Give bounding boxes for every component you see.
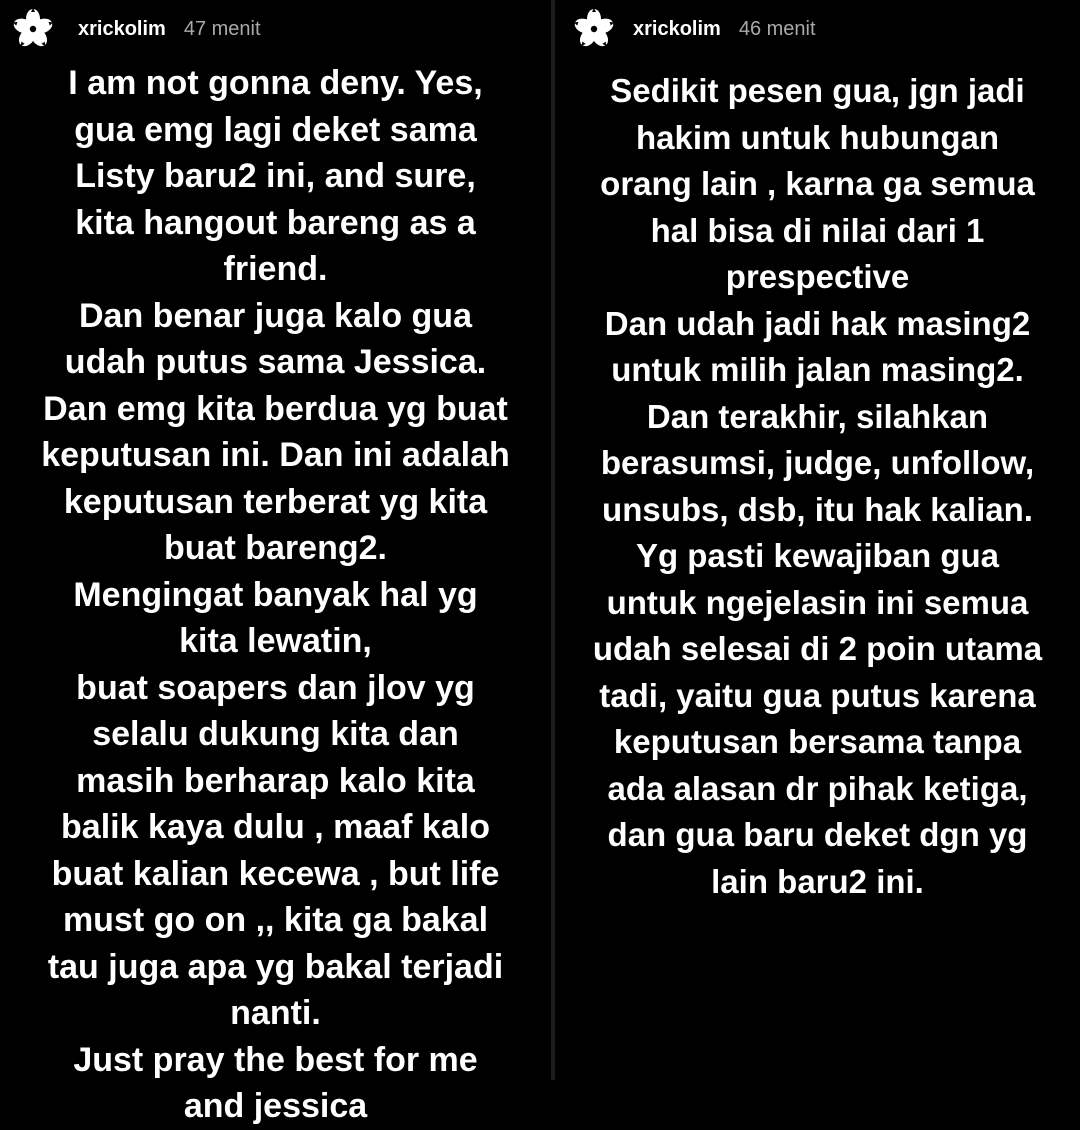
story-text-line: Listy baru2 ini, and sure,	[75, 157, 476, 195]
avatar[interactable]	[10, 6, 56, 52]
story-text-line: balik kaya dulu , maaf kalo	[61, 808, 490, 846]
story-text-line: tadi, yaitu gua putus karena	[599, 676, 1036, 714]
story-text-line: gua emg lagi deket sama	[74, 110, 477, 149]
story-text-line: udah selesai di 2 poin utama	[592, 630, 1043, 667]
story-text-line: keputusan bersama tanpa	[613, 723, 1022, 760]
story-text-line: hakim untuk hubungan	[636, 118, 999, 156]
story-text	[555, 68, 1080, 905]
story-text-line: buat bareng2.	[164, 529, 387, 567]
username[interactable]: xrickolim	[633, 17, 721, 40]
story-text	[0, 60, 551, 1130]
story-text-line: dan gua baru deket dgn yg	[607, 816, 1028, 853]
username[interactable]: xrickolim	[78, 17, 166, 40]
story-text-line: Dan udah jadi hak masing2	[604, 304, 1031, 342]
story-text-line: buat soapers dan jlov yg	[76, 668, 475, 707]
story-panel-right	[555, 0, 1080, 1080]
story-text-line: orang lain , karna ga semua	[600, 165, 1035, 202]
story-text-line: kita lewatin,	[179, 622, 372, 660]
story-text-line: I am not gonna deny. Yes,	[68, 64, 483, 102]
story-text-line: nanti.	[230, 994, 321, 1032]
timestamp: 47 menit	[183, 17, 261, 40]
story-text-line: and jessica	[183, 1087, 368, 1125]
story-header	[571, 6, 816, 52]
story-text-line: masih berharap kalo kita	[76, 761, 475, 800]
story-text-line: kita hangout bareng as a	[75, 203, 476, 242]
story-text-line: prespective	[725, 258, 910, 295]
timestamp: 46 menit	[738, 17, 816, 40]
story-text-line: Just pray the best for me	[73, 1040, 478, 1079]
story-text-line: Dan benar juga kalo gua	[79, 296, 472, 335]
story-text-line: berasumsi, judge, unfollow,	[600, 444, 1035, 481]
story-text-line: untuk milih jalan masing2.	[611, 351, 1024, 388]
story-text-line: Dan emg kita berdua yg buat	[43, 389, 508, 428]
story-text-line: udah putus sama Jessica.	[64, 343, 487, 381]
story-text-line: tau juga apa yg bakal terjadi	[47, 947, 504, 986]
story-text-line: Yg pasti kewajiban gua	[635, 537, 1000, 574]
story-header	[10, 6, 261, 52]
story-text-line: hal bisa di nilai dari 1	[650, 211, 985, 249]
story-text-line: friend.	[223, 250, 328, 288]
story-text-line: untuk ngejelasin ini semua	[606, 583, 1029, 621]
story-text-line: Sedikit pesen gua, jgn jadi	[610, 72, 1025, 109]
story-text-line: Dan terakhir, silahkan	[646, 397, 989, 435]
avatar[interactable]	[571, 6, 617, 52]
sakura-flower-icon	[10, 6, 56, 52]
sakura-flower-icon	[571, 6, 617, 52]
story-text-line: must go on ,, kita ga bakal	[62, 901, 489, 939]
story-text-line: selalu dukung kita dan	[92, 715, 459, 753]
story-text-line: lain baru2 ini.	[711, 862, 924, 900]
story-text-line: keputusan terberat yg kita	[63, 482, 488, 521]
story-text-line: keputusan ini. Dan ini adalah	[41, 436, 510, 474]
story-text-line: Mengingat banyak hal yg	[73, 575, 478, 614]
story-text-line: buat kalian kecewa , but life	[51, 854, 500, 893]
story-text-line: unsubs, dsb, itu hak kalian.	[602, 490, 1033, 528]
story-text-line: ada alasan dr pihak ketiga,	[607, 769, 1028, 807]
